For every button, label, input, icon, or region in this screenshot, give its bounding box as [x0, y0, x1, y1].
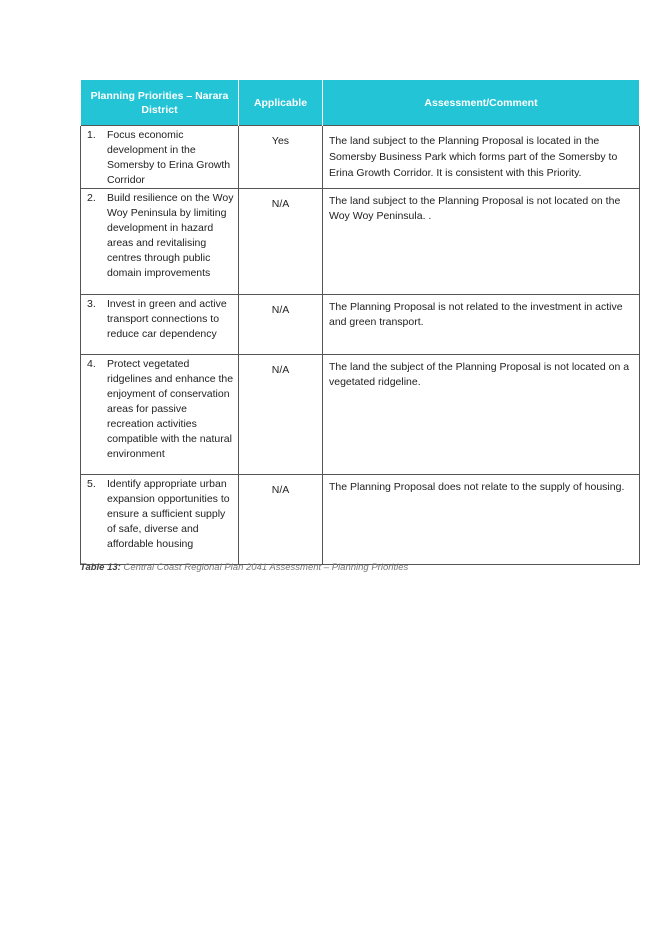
header-planning-priorities: Planning Priorities – Narara District: [81, 80, 239, 126]
table-caption-label: Table 13:: [80, 562, 121, 573]
table-row: [81, 355, 640, 475]
assessment-cell: The Planning Proposal is not related to the investment in active and green transport.: [323, 295, 640, 355]
priority-text: Protect vegetated ridgelines and enhance the enjoyment of conservation areas for passive recreation activities compatible with the natural environment: [107, 358, 234, 460]
priority-text: Identify appropriate urban expansion opportunities to ensure a sufficient supply of safe, diverse and affordable housing: [107, 478, 230, 550]
priority-number: 1.: [87, 129, 96, 141]
priority-text: Invest in green and active transport connections to reduce car dependency: [107, 298, 227, 340]
table-header-row: [81, 80, 640, 126]
header-assessment-comment: Assessment/Comment: [323, 80, 640, 126]
priority-text: Focus economic development in the Somersby to Erina Growth Corridor: [107, 129, 231, 186]
assessment-cell: The land subject to the Planning Proposal is located in the Somersby Business Park which forms part of the Somersby to Erina Growth Corridor. It is consistent with this Priority.: [323, 126, 640, 189]
table-row: [81, 126, 640, 189]
table-row: [81, 189, 640, 295]
priority-cell: [81, 355, 239, 475]
planning-priorities-table: [80, 79, 640, 565]
applicable-cell: N/A: [239, 189, 323, 295]
priority-cell: [81, 475, 239, 565]
priority-number: 4.: [87, 358, 96, 370]
applicable-cell: N/A: [239, 475, 323, 565]
priority-number: 2.: [87, 192, 96, 204]
table-row: [81, 475, 640, 565]
applicable-cell: Yes: [239, 126, 323, 189]
applicable-cell: N/A: [239, 295, 323, 355]
table-row: [81, 295, 640, 355]
priority-text: Build resilience on the Woy Woy Peninsula by limiting development in hazard areas and revitalising centres through public domain improvements: [107, 192, 234, 279]
assessment-cell: The land the subject of the Planning Proposal is not located on a vegetated ridgeline.: [323, 355, 640, 475]
table-caption-text: Central Coast Regional Plan 2041 Assessment – Planning Priorities: [123, 562, 409, 573]
priority-cell: [81, 126, 239, 189]
priority-number: 5.: [87, 478, 96, 490]
table-caption: [80, 562, 408, 573]
applicable-cell: N/A: [239, 355, 323, 475]
assessment-cell: The land subject to the Planning Proposal is not located on the Woy Woy Peninsula. .: [323, 189, 640, 295]
assessment-cell: The Planning Proposal does not relate to the supply of housing.: [323, 475, 640, 565]
priority-cell: [81, 189, 239, 295]
header-applicable: Applicable: [239, 80, 323, 126]
priority-cell: [81, 295, 239, 355]
priority-number: 3.: [87, 298, 96, 310]
